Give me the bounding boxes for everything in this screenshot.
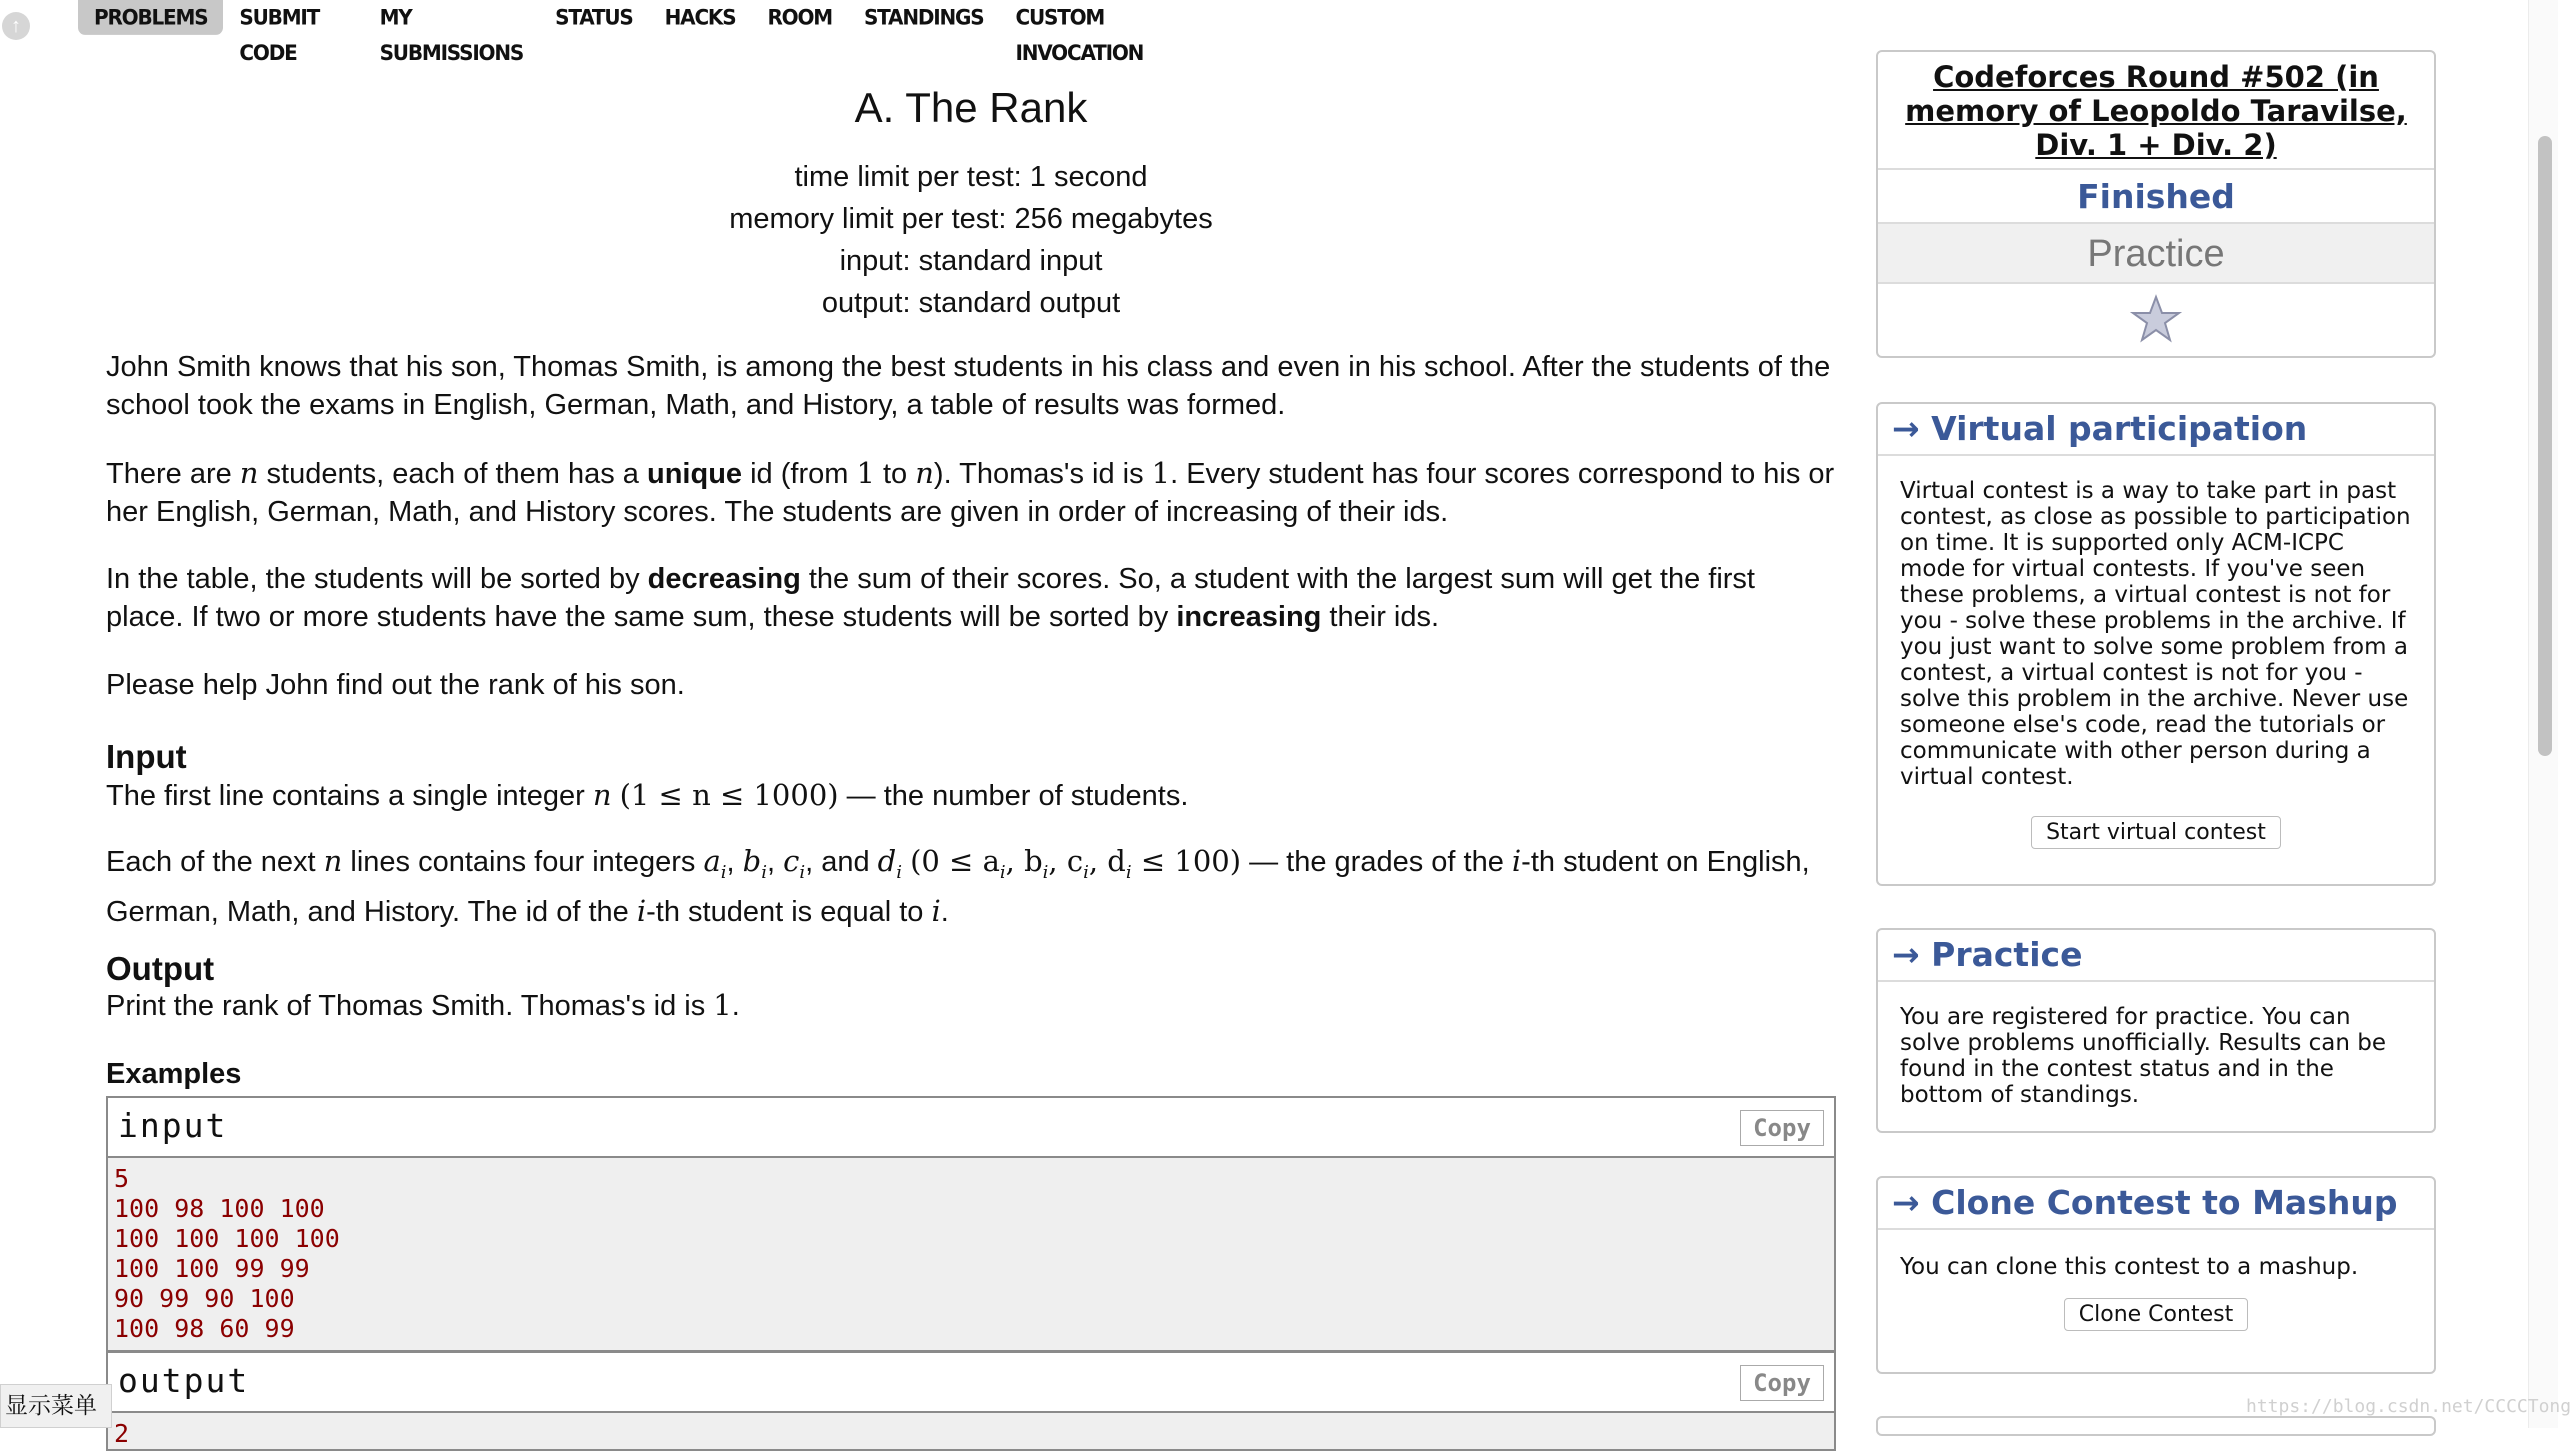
- clone-contest-caption[interactable]: → Clone Contest to Mashup: [1878, 1178, 2434, 1230]
- input-section-title: Input: [106, 738, 187, 775]
- page-scrollbar[interactable]: [2528, 0, 2558, 1428]
- example-input-line: 5: [114, 1164, 130, 1193]
- menu-room[interactable]: ROOM: [767, 4, 832, 30]
- example-output-label: output: [118, 1361, 250, 1400]
- scrollbar-thumb[interactable]: [2538, 136, 2552, 756]
- memory-limit: memory limit per test: 256 megabytes: [729, 203, 1213, 235]
- watermark: https://blog.csdn.net/CCCCTong: [2246, 1396, 2571, 1417]
- legend-paragraph-4: Please help John find out the rank of his son.: [106, 669, 685, 701]
- contest-menu: [78, 0, 1200, 66]
- problem-title: A. The Rank: [854, 84, 1088, 131]
- example-input-line: 100 100 99 99: [114, 1254, 310, 1283]
- practice-text: You are registered for practice. You can solve problems unofficially. Results can be found in the contest status and in the bottom of standings.: [1900, 1004, 2387, 1108]
- input-paragraph-2: Each of the next n lines contains four integers $a_i$, $b_i$, $c_i$, and $d_i$ ($0 \le a_i$, $b_i$, $c_i$, $d_i \le 100$) — the grades of the i-th student on English, German, Math, and History. The id of the i-th student is equal to i.: [106, 844, 1810, 928]
- menu-custom-invocation[interactable]: CUSTOM INVOCATION: [1015, 4, 1144, 66]
- legend-paragraph-1: John Smith knows that his son, Thomas Smith, is among the best students in his class and even in his school. After the students of the school took the exams in English, German, Math, and History, a table of results was formed.: [106, 351, 1831, 421]
- menu-status[interactable]: STATUS: [555, 4, 633, 30]
- output-section-title: Output: [106, 950, 215, 987]
- example-output-box: [106, 1351, 1836, 1451]
- contest-status: Finished: [1878, 170, 2434, 224]
- menu-problems[interactable]: PROBLEMS: [78, 0, 223, 35]
- input-file: input: standard input: [839, 245, 1103, 277]
- example-input-line: 100 98 100 100: [114, 1194, 325, 1223]
- clone-contest-text: You can clone this contest to a mashup.: [1900, 1254, 2359, 1280]
- example-input-line: 90 99 90 100: [114, 1284, 295, 1313]
- legend-paragraph-2: There are n students, each of them has a unique id (from 1 to n). Thomas's id is 1. Every student has four scores correspond to his or her English, German, Math, and History scores. The students are given in order of increasing of their ids.: [106, 456, 1835, 528]
- contest-name-link[interactable]: Codeforces Round #502 (in memory of Leopoldo Taravilse, Div. 1 + Div. 2): [1878, 52, 2434, 170]
- virtual-participation-text: Virtual contest is a way to take part in past contest, as close as possible to participation on time. It is supported only ACM-ICPC mode for virtual contests. If you've seen these problems, a virtual contest is not for you - solve these problems in the archive. If you just want to solve some problem from a contest, a virtual contest is not for you - solve this problem in the archive. Never use someone else's code, read the tutorials or communicate with other person during a virtual contest.: [1900, 478, 2411, 790]
- problem-limits: [106, 156, 1836, 324]
- practice-caption[interactable]: → Practice: [1878, 930, 2434, 982]
- copy-input-button[interactable]: Copy: [1740, 1110, 1824, 1146]
- virtual-participation-caption[interactable]: → Virtual participation: [1878, 404, 2434, 456]
- output-file: output: standard output: [821, 287, 1121, 319]
- practice-box: [1876, 928, 2436, 1133]
- legend-paragraph-3: In the table, the students will be sorted by decreasing the sum of their scores. So, a student with the largest sum will get the first place. If two or more students have the same sum, these students will be sorted by increasing their ids.: [106, 563, 1755, 633]
- example-output-header: [108, 1353, 1834, 1413]
- start-virtual-contest-button[interactable]: Start virtual contest: [2031, 816, 2281, 849]
- copy-output-button[interactable]: Copy: [1740, 1365, 1824, 1401]
- next-sidebar-box: [1876, 1416, 2436, 1436]
- example-input-header: [108, 1098, 1834, 1158]
- top-nav: [0, 0, 1200, 66]
- examples-title: Examples: [106, 1058, 242, 1090]
- clone-contest-button[interactable]: Clone Contest: [2064, 1298, 2248, 1331]
- show-menu-button[interactable]: 显示菜单: [0, 1384, 112, 1428]
- menu-my-submissions[interactable]: MY SUBMISSIONS: [379, 4, 524, 66]
- example-input-line: 100 98 60 99: [114, 1314, 295, 1343]
- contest-info-box: [1876, 50, 2436, 358]
- favourite-row: [1878, 284, 2434, 354]
- contest-phase: Practice: [1878, 224, 2434, 284]
- input-paragraph-1: The first line contains a single integer n (1 ≤ n ≤ 1000) — the number of students.: [106, 778, 1189, 812]
- scroll-up-icon[interactable]: ↑: [2, 12, 30, 40]
- example-input-line: 100 100 100 100: [114, 1224, 340, 1253]
- menu-hacks[interactable]: HACKS: [664, 4, 736, 30]
- star-icon[interactable]: [2131, 295, 2181, 343]
- example-output-content[interactable]: 2: [114, 1419, 130, 1448]
- clone-contest-box: [1876, 1176, 2436, 1374]
- example-input-label: input: [118, 1106, 228, 1145]
- example-input-box: [106, 1096, 1836, 1352]
- time-limit: time limit per test: 1 second: [794, 161, 1148, 193]
- menu-standings[interactable]: STANDINGS: [863, 4, 984, 30]
- virtual-button-wrap: [1878, 816, 2434, 849]
- menu-submit-code[interactable]: SUBMIT CODE: [239, 4, 320, 66]
- output-paragraph: Print the rank of Thomas Smith. Thomas's id is 1.: [106, 988, 740, 1022]
- virtual-participation-box: [1876, 402, 2436, 886]
- example-input-content[interactable]: [108, 1158, 1834, 1350]
- clone-button-wrap: [1878, 1298, 2434, 1331]
